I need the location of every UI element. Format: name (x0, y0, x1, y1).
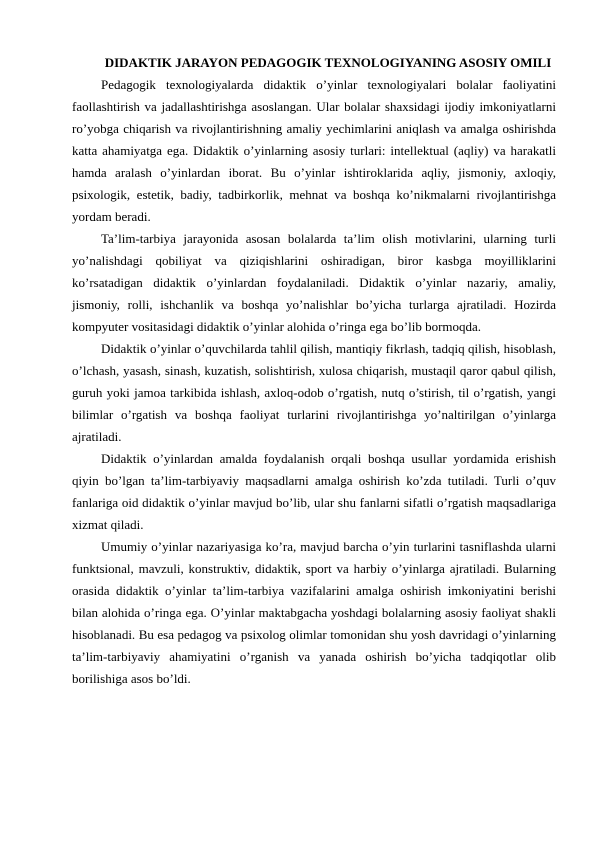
paragraph-5: Umumiy o’yinlar nazariyasiga ko’ra, mavjud barcha o’yin turlarini tasniflashda ularni funktsional, mavzuli, konstruktiv, didaktik, sport va harbiy o’yinlarga ajratiladi. Bularning orasida didaktik o’yinlar ta’lim-tarbiya vazifalarini amalga oshirish imkoniyatini berishi bilan alohida o’ringa ega. O’yinlar maktabgacha yoshdagi bolalarning asosiy faoliyat shakli hisoblanadi. Bu esa pedagog va psixolog olimlar tomonidan shu yosh davridagi o’yinlarning ta’lim-tarbiyaviy ahamiyatini o’rganish va yanada oshirish bo’yicha tadqiqotlar olib borilishiga asos bo’ldi. (72, 539, 556, 686)
document-page (72, 52, 556, 690)
document-title: DIDAKTIK JARAYON PEDAGOGIK TEXNOLOGIYANING ASOSIY OMILI (104, 55, 552, 70)
paragraph-2: Ta’lim-tarbiya jarayonida asosan bolalarda ta’lim olish motivlarini, ularning turli yo’nalishdagi qobiliyat va qiziqishlarini oshiradigan, biror kasbga moyilliklarini ko’rsatadigan didaktik o’yinlardan foydalaniladi. Didaktik o’yinlar nazariy, amaliy, jismoniy, rolli, ishchanlik va boshqa yo’nalishlar bo’yicha turlarga ajratiladi. Hozirda kompyuter vositasidagi didaktik o’yinlar alohida o’ringa ega bo’lib bormoqda. (72, 231, 556, 334)
paragraph-3: Didaktik o’yinlar o’quvchilarda tahlil qilish, mantiqiy fikrlash, tadqiq qilish, hisoblash, o’lchash, yasash, sinash, kuzatish, solishtirish, xulosa chiqarish, mustaqil qaror qabul qilish, guruh yoki jamoa tarkibida ishlash, axloq-odob o’rgatish, nutq o’stirish, til o’rgatish, yangi bilimlar o’rgatish va boshqa faoliyat turlarini rivojlantirishga yo’naltirilgan o’yinlarga ajratiladi. (72, 341, 556, 444)
paragraph-4: Didaktik o’yinlardan amalda foydalanish orqali boshqa usullar yordamida erishish qiyin bo’lgan ta’lim-tarbiyaviy maqsadlarni amalga oshirish ko’zda tutiladi. Turli o’quv fanlariga oid didaktik o’yinlar mavjud bo’lib, ular shu fanlarni sifatli o’rgatish maqsadlariga xizmat qiladi. (72, 451, 556, 532)
paragraph-1: Pedagogik texnologiyalarda didaktik o’yinlar texnologiyalari bolalar faoliyatini faollashtirish va jadallashtirishga asoslangan. Ular bolalar shaxsidagi ijodiy imkoniyatlarni ro’yobga chiqarish va rivojlantirishning amaliy yechimlarini aniqlash va amalga oshirishda katta ahamiyatga ega. Didaktik o’yinlarning asosiy turlari: intellektual (aqliy) va harakatli hamda aralash o’yinlardan iborat. Bu o’yinlar ishtiroklarida aqliy, jismoniy, axloqiy, psixologik, estetik, badiy, tadbirkorlik, mehnat va boshqa ko’nikmalarni rivojlantirishga yordam beradi. (72, 77, 556, 224)
